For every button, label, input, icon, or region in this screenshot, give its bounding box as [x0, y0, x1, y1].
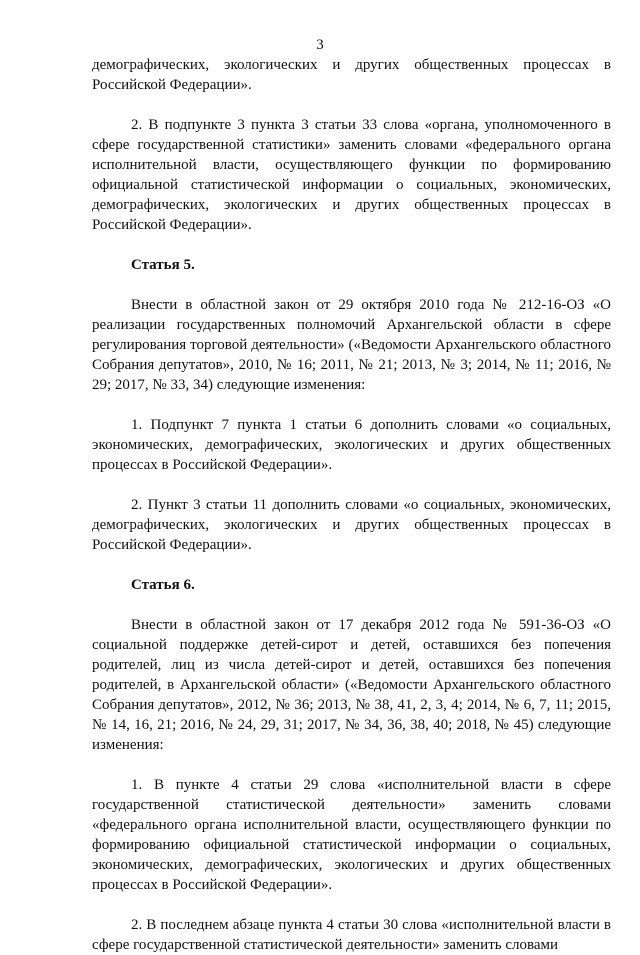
article-5-item-2: 2. Пункт 3 статьи 11 дополнить словами «о социальных, экономических, демографических, экологических и других общественных процессах в Российской Федерации».: [92, 497, 611, 553]
paragraph-continuation: демографических, экологических и других общественных процессах в Российской Федерации».: [92, 57, 611, 93]
article-5-intro: Внести в областной закон от 29 октября 2010 года № 212-16-ОЗ «О реализации государственных полномочий Архангельской области в сфере регулирования торговой деятельности» («Ведомости Архангельского областного Собрания депутатов», 2010, № 16; 2011, № 21; 2013, № 3; 2014, № 11; 2016, № 29; 2017, № 33, 34) следующие изменения:: [92, 297, 611, 393]
paragraph-item-2: 2. В подпункте 3 пункта 3 статьи 33 слова «органа, уполномоченного в сфере государственной статистики» заменить словами «федерального органа исполнительной власти, осуществляющего функции по формированию официальной статистической информации о социальных, экономических, демографических, экологических и других общественных процессах в Российской Федерации».: [92, 117, 611, 233]
article-5-item-1: 1. Подпункт 7 пункта 1 статьи 6 дополнить словами «о социальных, экономических, демографических, экологических и других общественных процессах в Российской Федерации».: [92, 417, 611, 473]
page-number: 3: [316, 37, 324, 53]
article-6-heading: Статья 6.: [131, 577, 195, 593]
article-6-item-1: 1. В пункте 4 статьи 29 слова «исполнительной власти в сфере государственной статистической деятельности» заменить словами «федерального органа исполнительной власти, осуществляющего функции по формированию официальной статистической информации о социальных, экономических, демографических, экологических и других общественных процессах в Российской Федерации».: [92, 777, 611, 893]
article-6-intro: Внести в областной закон от 17 декабря 2012 года № 591-36-ОЗ «О социальной поддержке детей-сирот и детей, оставшихся без попечения родителей, лиц из числа детей-сирот и детей, оставшихся без попечения родителей, в Архангельской области» («Ведомости Архангельского областного Собрания депутатов», 2012, № 36; 2013, № 38, 41, 2, 3, 4; 2014, № 6, 7, 11; 2015, № 14, 16, 21; 2016, № 24, 29, 31; 2017, № 34, 36, 38, 40; 2018, № 45) следующие изменения:: [92, 617, 611, 753]
article-5-heading: Статья 5.: [131, 257, 195, 273]
article-6-item-2: 2. В последнем абзаце пункта 4 статьи 30 слова «исполнительной власти в сфере государственной статистической деятельности» заменить словами: [92, 917, 611, 953]
document-body: [92, 55, 611, 955]
